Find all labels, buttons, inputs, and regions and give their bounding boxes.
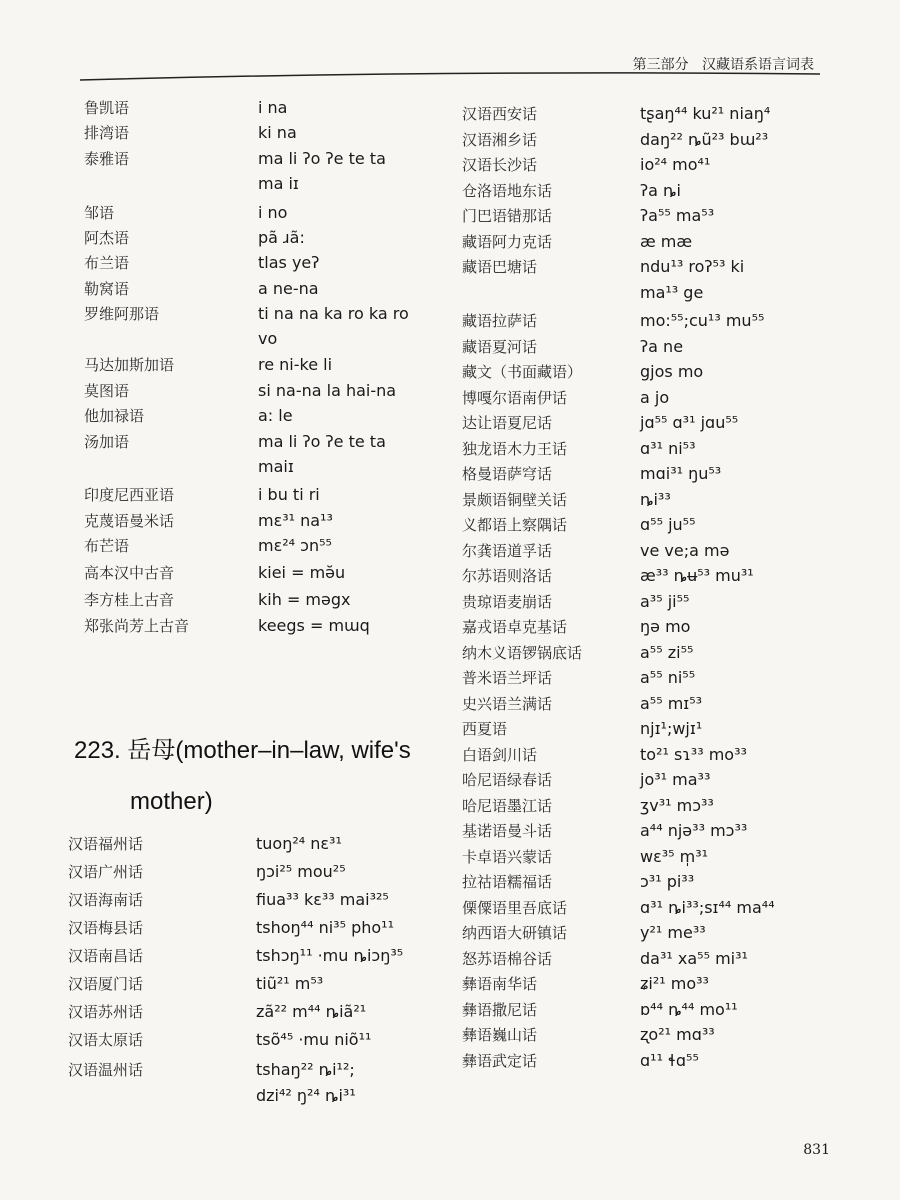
header-rule: [80, 68, 820, 84]
language-name: 义都语上察隅话: [462, 516, 568, 534]
language-name: 哈尼语墨江话: [462, 796, 553, 815]
language-name: 藏文（书面藏语）: [462, 363, 583, 381]
word-form: kiei = mə̆u: [258, 563, 346, 582]
page-number: 831: [803, 1142, 830, 1158]
word-form: si na-na la hai-na: [258, 381, 397, 400]
language-name: 汉语湘乡话: [462, 130, 538, 149]
word-form: ŋə mo: [640, 617, 691, 636]
language-name: 尔苏语则洛话: [462, 567, 553, 585]
language-name: 西夏语: [462, 720, 508, 738]
word-form: ti na na ka ro ka ro: [258, 304, 409, 323]
word-form: ɑ⁵⁵ ju⁵⁵: [640, 515, 696, 534]
language-name: 基诺语曼斗话: [462, 822, 553, 840]
section-title-line1: 岳母(mother–in–law, wife's: [127, 737, 411, 764]
word-form: wɛ³⁵ m̩³¹: [640, 846, 709, 866]
word-form: i bu ti ri: [258, 485, 320, 504]
language-name: 傈僳语里吾底话: [462, 898, 568, 917]
section-number: 223.: [74, 737, 121, 764]
language-name: 布兰语: [84, 254, 130, 272]
language-name: 仓洛语地东话: [462, 181, 553, 200]
word-form: tʂaŋ⁴⁴ ku²¹ niaŋ⁴: [640, 104, 771, 123]
word-form: daŋ²² ȵũ²³ bɯ²³: [640, 129, 769, 149]
word-form: io²⁴ mo⁴¹: [640, 155, 711, 174]
word-form: a⁴⁴ njə³³ mɔ³³: [640, 821, 748, 840]
word-form: ɔ³¹ pi³³: [640, 872, 695, 891]
word-form: kih = məgx: [258, 590, 351, 609]
word-form: tshoŋ⁴⁴ ni³⁵ pho¹¹: [256, 918, 395, 937]
section-title-line2: mother): [130, 788, 213, 815]
word-form: y²¹ me³³: [640, 923, 706, 942]
word-form: pã ɹã:: [258, 228, 305, 247]
language-name: 藏语巴塘话: [462, 258, 538, 276]
language-name: 怒苏语棉谷话: [462, 949, 553, 968]
word-form: mɛ²⁴ ɔn⁵⁵: [258, 536, 332, 555]
word-form: keegs = mɯq: [258, 616, 370, 635]
language-name: 汉语厦门话: [68, 975, 144, 993]
word-form: tshaŋ²² ȵi¹²;: [256, 1060, 355, 1079]
word-form: ŋɔi²⁵ mou²⁵: [256, 862, 346, 881]
word-form: jo³¹ ma³³: [640, 770, 711, 789]
word-form: to²¹ sɿ³³ mo³³: [640, 744, 747, 764]
word-form: a: le: [258, 406, 293, 425]
word-form: ɑ³¹ ȵi³³;sɪ⁴⁴ ma⁴⁴: [640, 897, 775, 917]
language-name: 藏语夏河话: [462, 337, 538, 356]
word-form: tsõ⁴⁵ ·mu niõ¹¹: [256, 1030, 372, 1049]
header-title: 汉藏语系语言词表: [702, 57, 814, 73]
language-name: 史兴语兰满话: [462, 694, 553, 713]
language-name: 汉语太原话: [68, 1031, 144, 1049]
word-form: maiɪ: [258, 457, 294, 476]
language-name: 彝语南华话: [462, 975, 538, 993]
language-name: 卡卓语兴蒙话: [462, 847, 553, 866]
word-form: da³¹ xa⁵⁵ mi³¹: [640, 948, 748, 968]
word-form: ɑ³¹ ni⁵³: [640, 438, 696, 458]
language-name: 白语剑川话: [462, 745, 538, 764]
language-name: 郑张尚芳上古音: [84, 617, 190, 635]
word-form: ʔa ȵi: [640, 180, 681, 200]
language-name: 格曼语萨穹话: [462, 465, 553, 483]
language-name: 他加禄语: [84, 407, 145, 425]
word-form: gjos mo: [640, 362, 704, 381]
word-form: ʔa ne: [640, 336, 684, 356]
word-form: tuoŋ²⁴ nɛ³¹: [256, 834, 342, 853]
word-form: njɪ¹;wjɪ¹: [640, 719, 703, 738]
word-form: æ mæ: [640, 231, 693, 251]
language-name: 贵琼语麦崩话: [462, 592, 553, 611]
language-name: 印度尼西亚语: [84, 486, 175, 504]
language-name: 阿杰语: [84, 229, 130, 247]
language-name: 哈尼语绿春话: [462, 771, 553, 789]
language-name: 鲁凯语: [84, 99, 130, 117]
language-name: 纳木义语锣锅底话: [462, 643, 583, 662]
word-form: ma li ʔo ʔe te ta: [258, 149, 386, 168]
language-name: 尔龚语道孚话: [462, 541, 553, 560]
language-name: 布芒语: [84, 537, 130, 555]
language-name: 普米语兰坪话: [462, 669, 553, 687]
word-form: ʑi²¹ mo³³: [640, 974, 709, 993]
word-form: i no: [258, 203, 288, 222]
language-name: 纳西语大研镇话: [462, 924, 568, 942]
language-name: 拉祜语糯福话: [462, 873, 553, 891]
language-name: 汉语海南话: [68, 891, 144, 909]
word-form: mɛ³¹ na¹³: [258, 511, 333, 530]
language-name: 莫图语: [84, 382, 130, 400]
language-name: 门巴语错那话: [462, 207, 553, 225]
word-form: jɑ⁵⁵ ɑ³¹ jɑu⁵⁵: [640, 413, 739, 432]
language-name: 汉语苏州话: [68, 1003, 144, 1021]
language-name: 汤加语: [84, 433, 130, 451]
section-heading-line-2: [130, 788, 213, 816]
word-form: ʐo²¹ mɑ³³: [640, 1025, 715, 1044]
word-form: a⁵⁵ zi⁵⁵: [640, 642, 694, 662]
language-name: 藏语拉萨话: [462, 312, 538, 330]
language-name: 邹语: [84, 204, 115, 222]
language-name: 汉语福州话: [68, 835, 144, 853]
word-form: ki na: [258, 123, 297, 142]
word-form: ʔa⁵⁵ ma⁵³: [640, 206, 715, 225]
word-form: ɑ¹¹ ɬɑ⁵⁵: [640, 1050, 699, 1070]
header-part: 第三部分: [632, 57, 689, 73]
language-name: 勒窝语: [84, 280, 130, 298]
language-name: 排湾语: [84, 124, 130, 142]
word-form: tlas yeʔ: [258, 253, 320, 272]
language-name: 彝语武定话: [462, 1051, 538, 1070]
word-form: ma¹³ ge: [640, 283, 704, 302]
word-form: i na: [258, 98, 288, 117]
language-name: 克蔑语曼米话: [84, 512, 175, 530]
word-form: ɒ⁴⁴ ȵ⁴⁴ mo¹¹: [640, 999, 738, 1019]
word-form: zã²² m⁴⁴ ȵiã²¹: [256, 1002, 367, 1021]
language-name: 汉语南昌话: [68, 947, 144, 965]
word-form: ndu¹³ roʔ⁵³ ki: [640, 257, 745, 276]
word-form: re ni-ke li: [258, 355, 333, 374]
language-name: 汉语温州话: [68, 1061, 144, 1079]
language-name: 马达加斯加语: [84, 356, 175, 374]
word-form: tshɔŋ¹¹ ·mu ȵiɔŋ³⁵: [256, 946, 404, 965]
language-name: 彝语撒尼话: [462, 1000, 538, 1019]
language-name: 汉语长沙话: [462, 156, 538, 174]
word-form: a⁵⁵ ni⁵⁵: [640, 668, 696, 687]
word-form: mo:⁵⁵;cu¹³ mu⁵⁵: [640, 311, 765, 330]
language-name: 汉语梅县话: [68, 919, 144, 937]
language-name: 独龙语木力王话: [462, 439, 568, 458]
language-name: 汉语西安话: [462, 105, 538, 123]
language-name: 汉语广州话: [68, 863, 144, 881]
word-form: a³⁵ ji⁵⁵: [640, 591, 690, 611]
language-name: 泰雅语: [84, 150, 130, 168]
section-heading-line-1: [74, 730, 411, 765]
word-form: ʒv³¹ mɔ³³: [640, 795, 714, 815]
word-form: æ³³ ȵʉ⁵³ mu³¹: [640, 566, 754, 585]
language-name: 李方桂上古音: [84, 591, 175, 609]
word-form: mɑi³¹ ŋu⁵³: [640, 464, 722, 483]
word-form: a jo: [640, 387, 670, 407]
word-form: ma li ʔo ʔe te ta: [258, 432, 386, 451]
word-form: ve ve;a mə: [640, 540, 730, 560]
language-name: 罗维阿那语: [84, 305, 160, 323]
language-name: 嘉戎语卓克基话: [462, 618, 568, 636]
language-name: 达让语夏尼话: [462, 414, 553, 432]
word-form: ȵi³³: [640, 489, 671, 509]
language-name: 藏语阿力克话: [462, 232, 553, 251]
language-name: 博嘎尔语南伊话: [462, 388, 568, 407]
language-name: 彝语巍山话: [462, 1026, 538, 1044]
word-form: fiua³³ kɛ³³ mai³²⁵: [256, 890, 389, 909]
language-name: 景颇语铜壁关话: [462, 490, 568, 509]
word-form: dzi⁴² ŋ²⁴ ȵi³¹: [256, 1086, 356, 1105]
word-form: tiũ²¹ m⁵³: [256, 974, 324, 993]
word-form: ma iɪ: [258, 174, 299, 193]
word-form: vo: [258, 329, 278, 348]
word-form: a⁵⁵ mɪ⁵³: [640, 693, 703, 713]
language-name: 高本汉中古音: [84, 564, 175, 582]
word-form: a ne-na: [258, 279, 319, 298]
